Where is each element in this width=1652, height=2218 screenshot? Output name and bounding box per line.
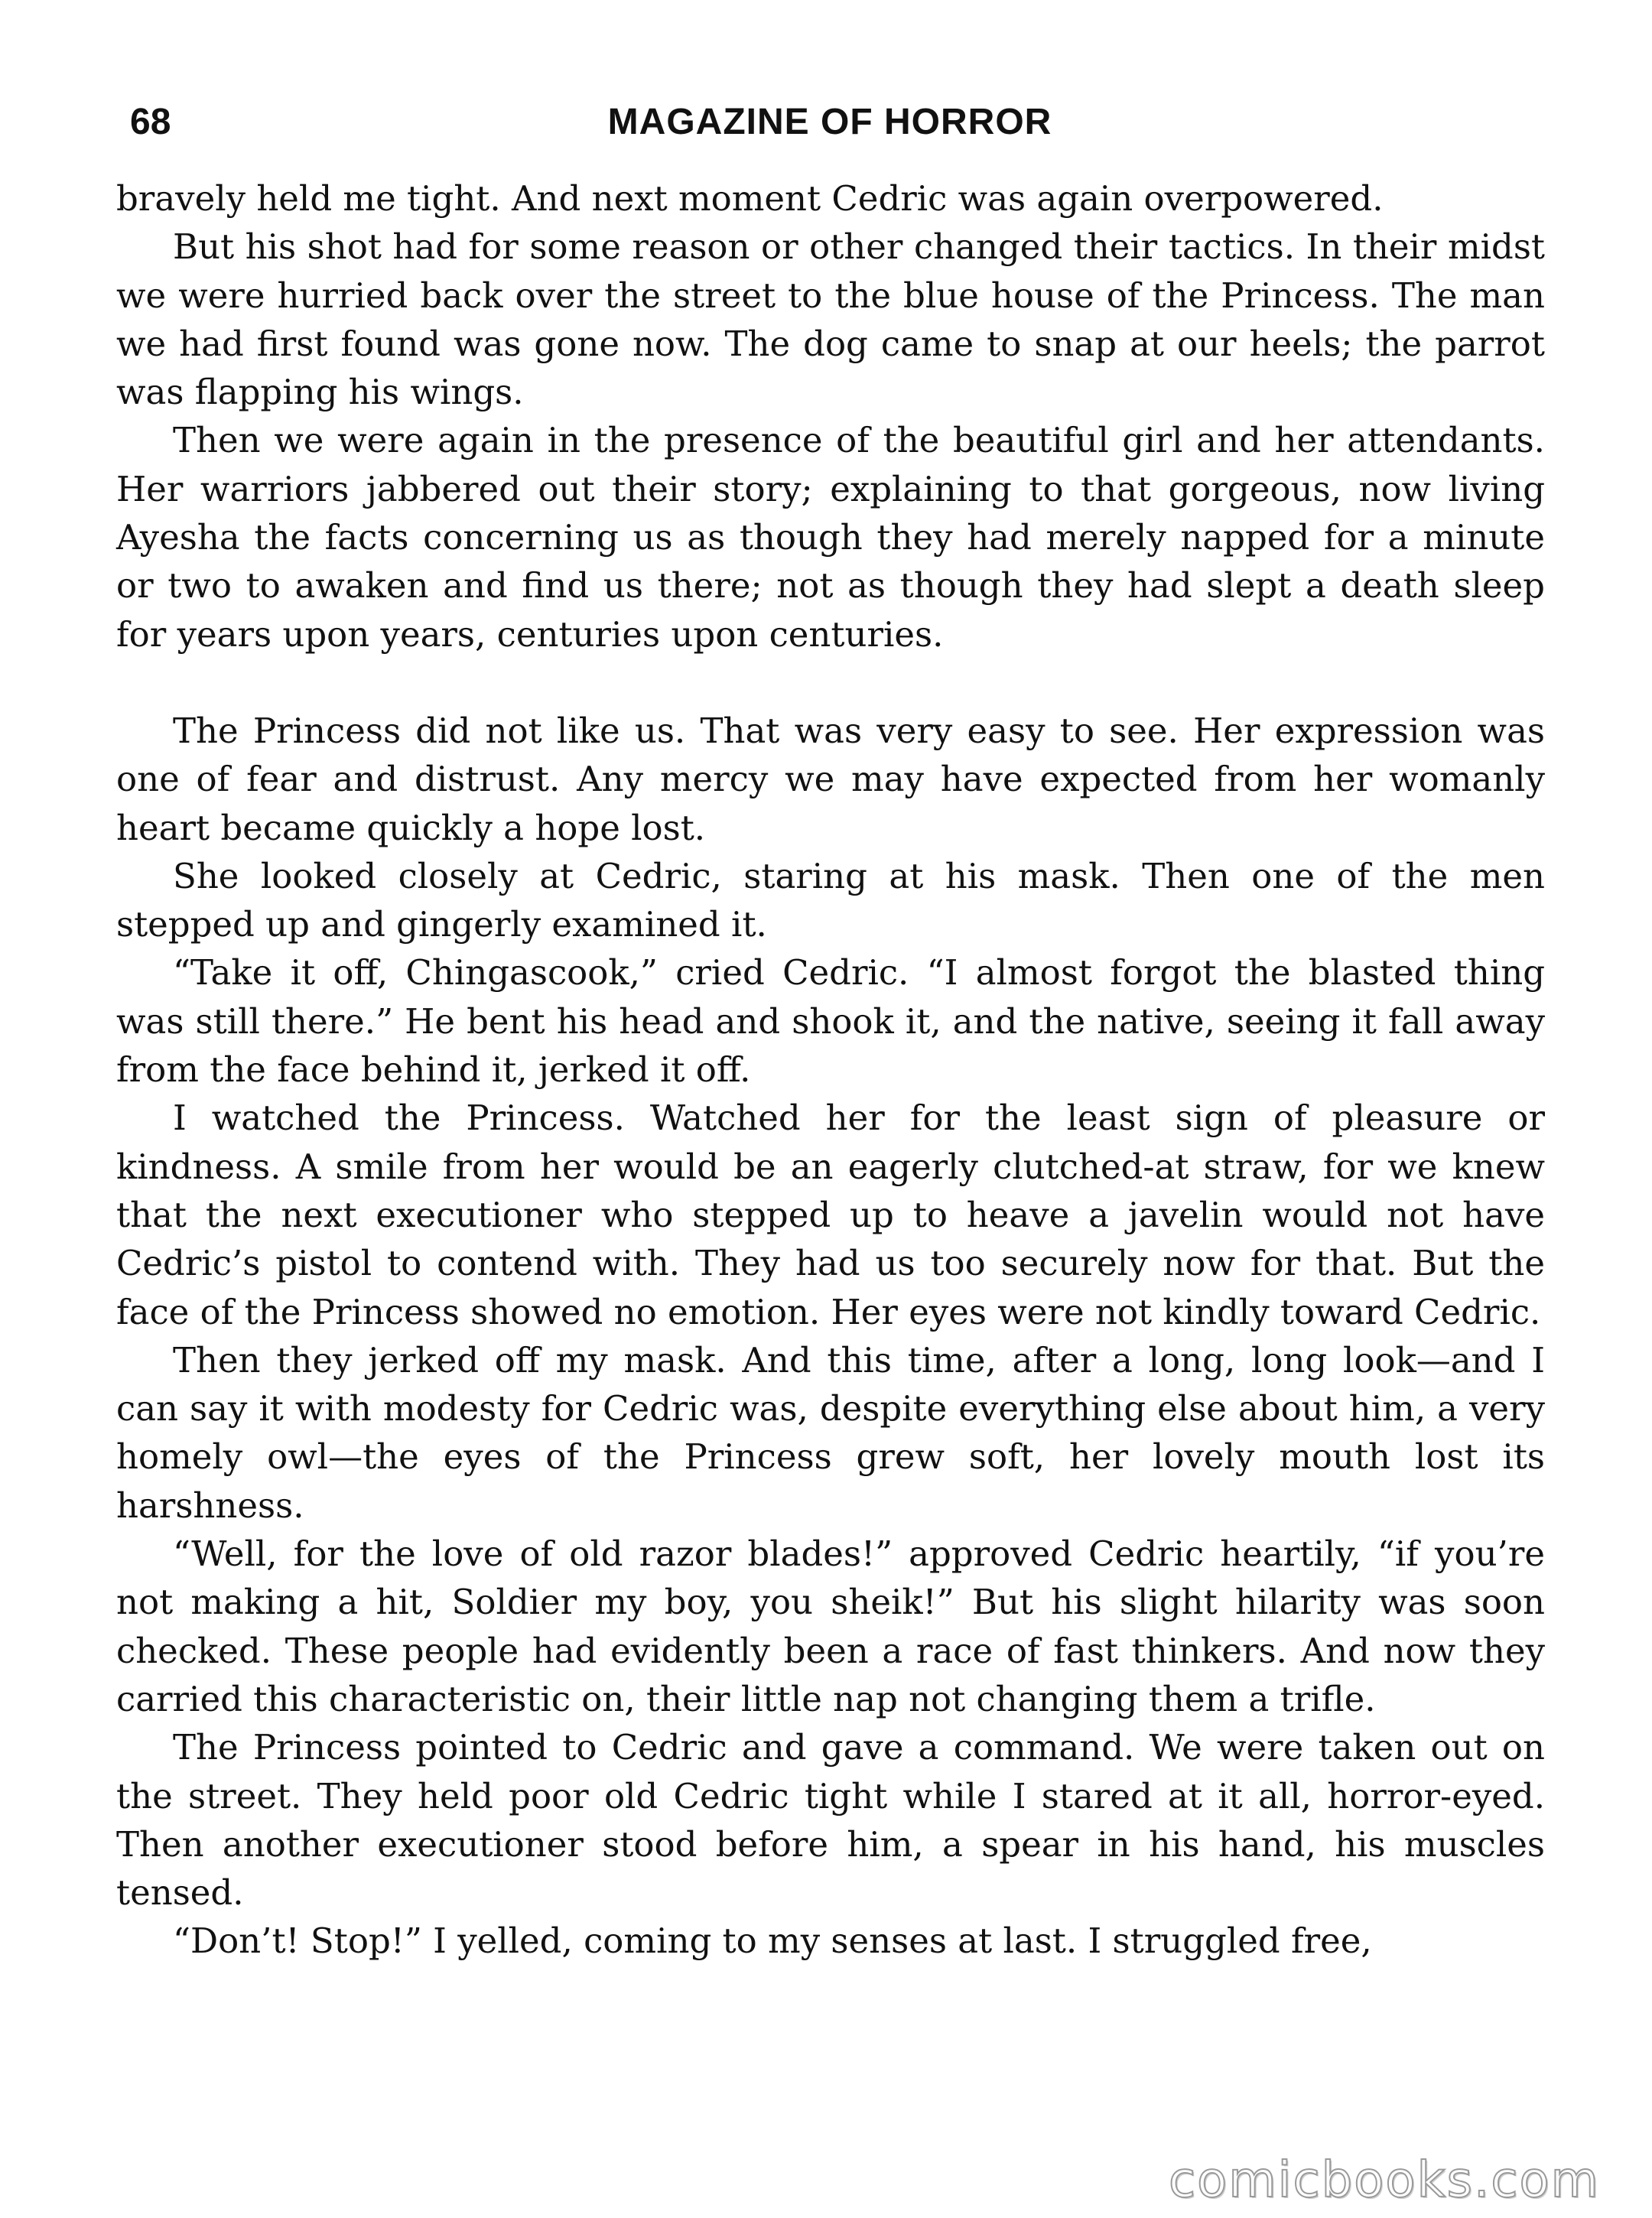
paragraph: The Princess pointed to Cedric and gave a command. We were taken out on the street. They held poor old Cedric tight while I stared at it all, horror-eyed. Then another executioner stood before him, a spear in his hand, his muscles tensed.: [116, 1727, 1545, 1914]
paragraph: The Princess did not like us. That was very easy to see. Her expression was one of fear and distrust. Any mercy we may have expected from her womanly heart became quickly a hope lost.: [116, 710, 1545, 848]
paragraph: But his shot had for some reason or other changed their tactics. In their midst we were hurried back over the street to the blue house of the Princess. The man we had first found was gone now. The dog came to snap at our heels; the parrot was flapping his wings.: [116, 226, 1545, 413]
story-text: [116, 174, 1545, 1966]
page-header: [115, 101, 1545, 162]
paragraph: Then we were again in the presence of the beautiful girl and her attendants. Her warriors jabbered out their story; explaining to that gorgeous, now living Ayesha the facts concerning us as though they had merely napped for a minute or two to awaken and find us there; not as though they had slept a death sleep for years upon years, centuries upon centuries.: [116, 420, 1545, 655]
paragraph: “Take it off, Chingascook,” cried Cedric. “I almost forgot the blasted thing was still there.” He bent his head and shook it, and the native, seeing it fall away from the face behind it, jerked it off.: [116, 952, 1545, 1091]
paragraph: “Well, for the love of old razor blades!” approved Cedric heartily, “if you’re not making a hit, Soldier my boy, you sheik!” But his slight hilarity was soon checked. These people had evidently been a race of fast thinkers. And now they carried this characteristic on, their little nap not changing them a trifle.: [116, 1533, 1545, 1719]
paragraph: Then they jerked off my mask. And this time, after a long, long look—and I can say it with modesty for Cedric was, despite everything else about him, a very homely owl—the eyes of the Princess grew soft, her lovely mouth lost its harshness.: [116, 1339, 1545, 1526]
watermark: comicbooks.com: [1168, 2152, 1600, 2209]
page-number: 68: [130, 102, 171, 142]
paragraph: bravely held me tight. And next moment Cedric was again overpowered.: [116, 178, 1384, 219]
section-break: [116, 659, 1545, 707]
paragraph: “Don’t! Stop!” I yelled, coming to my senses at last. I struggled free,: [173, 1920, 1372, 1962]
paragraph: She looked closely at Cedric, staring at his mask. Then one of the men stepped up and gingerly examined it.: [116, 855, 1545, 945]
paragraph: I watched the Princess. Watched her for the least sign of pleasure or kindness. A smile from her would be an eagerly clutched-at straw, for we knew that the next executioner who stepped up to heave a javelin would not have Cedric’s pistol to contend with. They had us too securely now for that. But the face of the Princess showed no emotion. Her eyes were not kindly toward Cedric.: [116, 1098, 1545, 1332]
running-title: MAGAZINE OF HORROR: [607, 102, 1052, 142]
